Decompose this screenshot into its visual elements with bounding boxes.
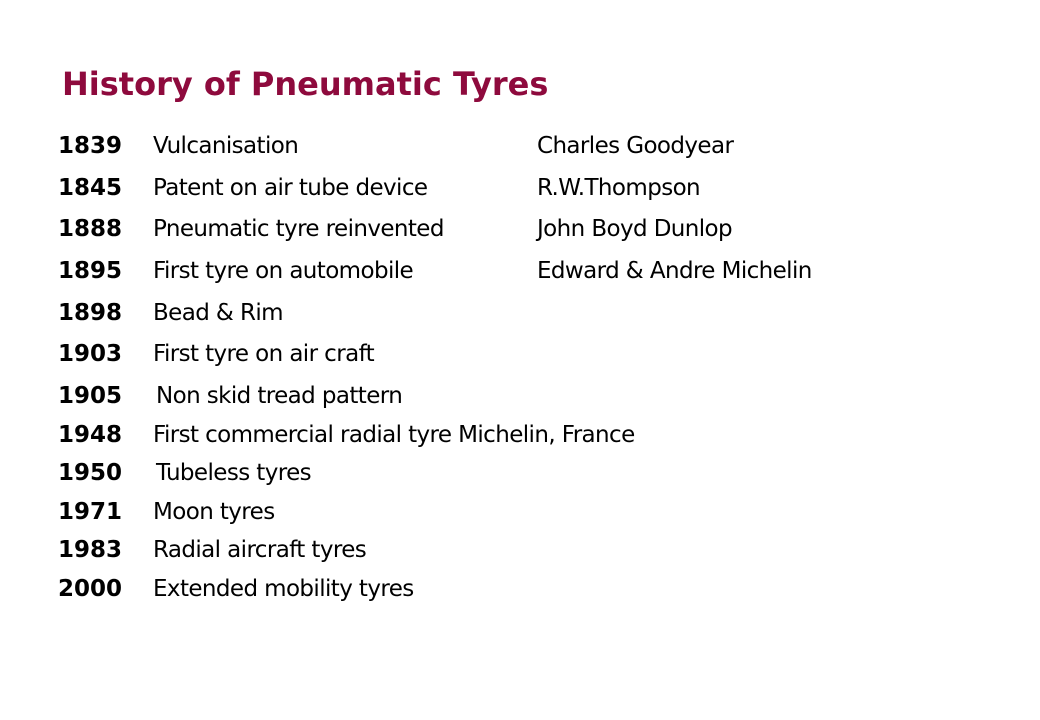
entry-event: Tubeless tyres [156,460,312,486]
entry-person: John Boyd Dunlop [537,216,733,242]
timeline-entry [0,296,1040,330]
entry-event: Extended mobility tyres [153,576,414,602]
timeline-entry [0,456,1040,490]
timeline-entry [0,495,1040,529]
entry-person: Charles Goodyear [537,133,734,159]
timeline-entry [0,533,1040,567]
timeline-entry [0,572,1040,606]
entry-event: Bead & Rim [153,300,283,326]
entry-event: Patent on air tube device [153,175,428,201]
entry-event: First tyre on air craft [153,341,375,367]
entry-event: First tyre on automobile [153,258,414,284]
entry-year: 1895 [58,258,123,284]
timeline-entry [0,337,1040,371]
entry-event: Radial aircraft tyres [153,537,367,563]
entry-person: R.W.Thompson [537,175,701,201]
entry-year: 1898 [58,300,123,326]
timeline-entry [0,254,1040,288]
entry-year: 1971 [58,499,123,525]
entry-year: 1950 [58,460,123,486]
timeline-entry [0,171,1040,205]
entry-year: 1983 [58,537,123,563]
timeline-entry [0,129,1040,163]
entry-year: 1888 [58,216,123,242]
entry-year: 1948 [58,422,123,448]
entry-year: 1905 [58,383,123,409]
entry-year: 1845 [58,175,123,201]
timeline-entry [0,418,1040,452]
entry-event: Vulcanisation [153,133,299,159]
timeline-entry [0,379,1040,413]
entry-person: Edward & Andre Michelin [537,258,812,284]
entry-event: Non skid tread pattern [156,383,403,409]
entry-event: First commercial radial tyre Michelin, France [153,422,635,448]
page-title: History of Pneumatic Tyres [62,65,549,103]
entry-year: 2000 [58,576,123,602]
timeline-entry [0,212,1040,246]
entry-year: 1903 [58,341,123,367]
entry-year: 1839 [58,133,123,159]
entry-event: Moon tyres [153,499,275,525]
entry-event: Pneumatic tyre reinvented [153,216,444,242]
